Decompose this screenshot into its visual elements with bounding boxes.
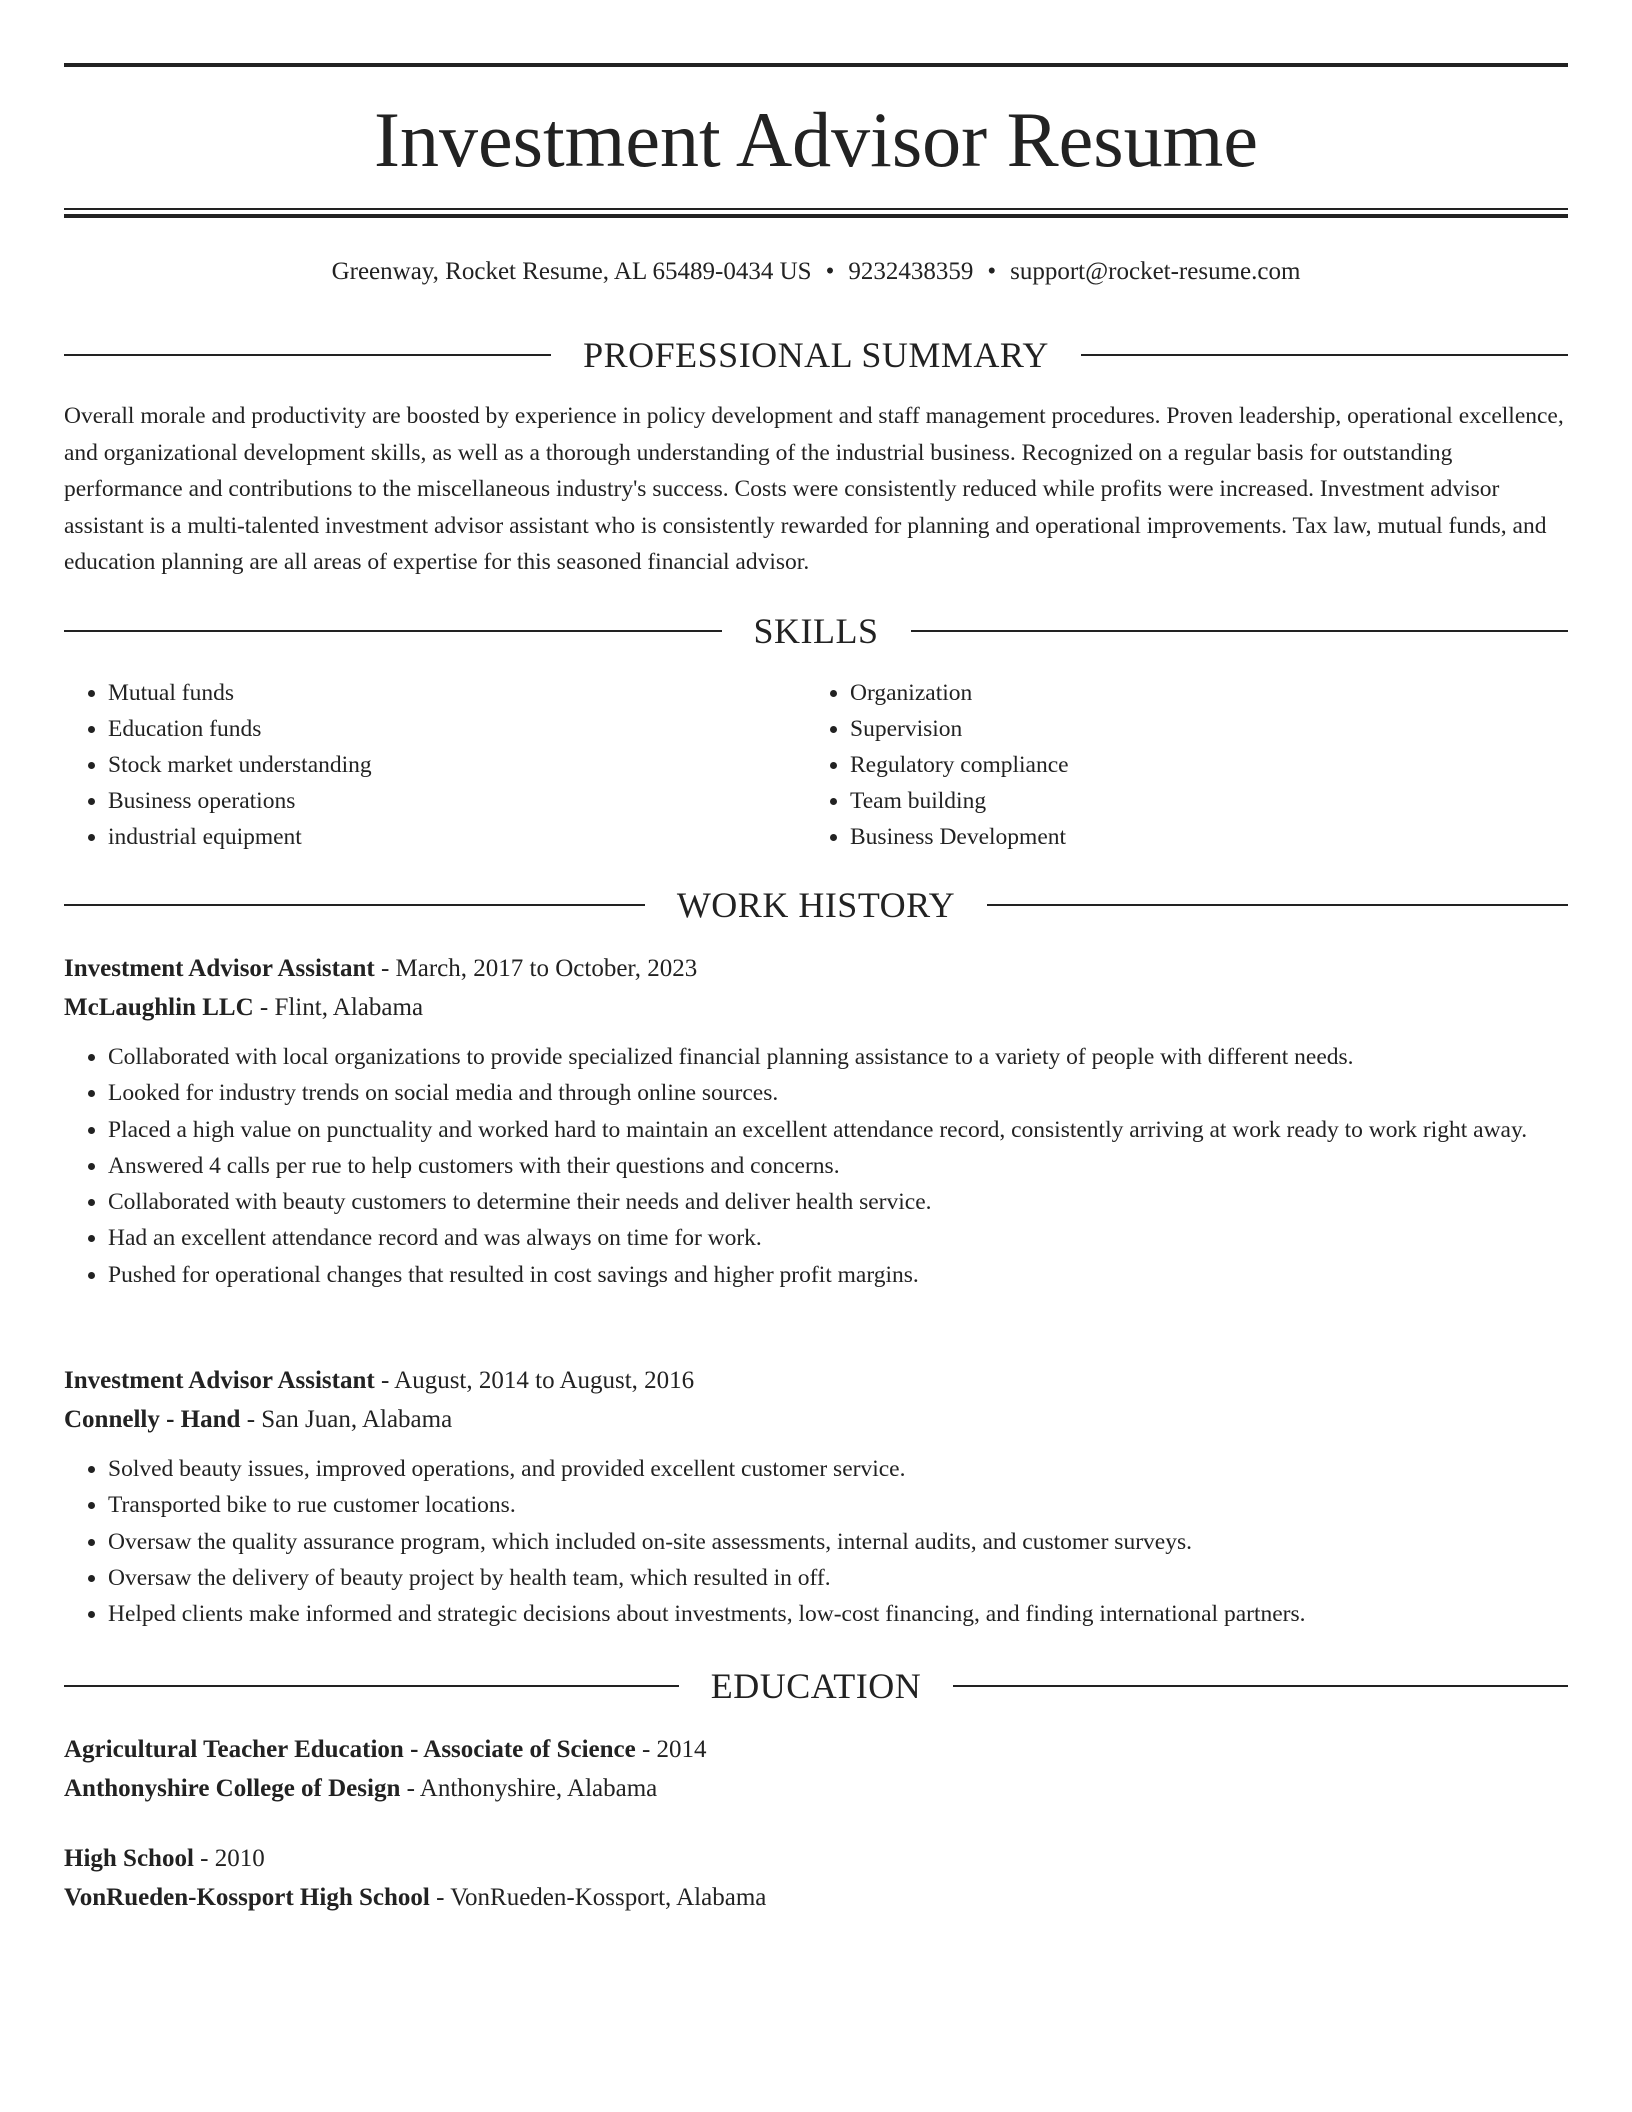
skills-column-left <box>64 675 806 855</box>
heading-rule-right <box>911 630 1569 632</box>
job-bullets <box>64 1451 1568 1632</box>
job-title: Investment Advisor Assistant <box>64 955 375 982</box>
section-heading-work <box>64 883 1568 927</box>
summary-text: Overall morale and productivity are boosted by experience in policy development and staff management procedures. Proven leadership, operational excellence, and organizational development skills, as well as a thorough understanding of the industrial business. Recognized on a regular basis for outstanding performance and contributions to the miscellaneous industry's success. Costs were consistently reduced while profits were increased. Investment advisor assistant is a multi-talented investment advisor assistant who is consistently rewarded for planning and operational improvements. Tax law, mutual funds, and education planning are all areas of expertise for this seasoned financial advisor. <box>64 403 1564 575</box>
education-entry <box>64 1839 1568 1917</box>
contact-separator: • <box>987 258 997 285</box>
skills-list <box>64 675 1568 855</box>
education-degree: High School <box>64 1845 194 1872</box>
skill-item: • Stock market understanding <box>108 747 806 783</box>
education-school: Anthonyshire College of Design <box>64 1775 401 1802</box>
education-entry <box>64 1730 1568 1808</box>
job-company-line <box>64 1400 1568 1439</box>
contact-phone: 9232438359 <box>848 258 974 285</box>
job-company: McLaughlin LLC <box>64 994 254 1021</box>
header-bottom-rule-1 <box>64 208 1568 210</box>
skill-item: • Education funds <box>108 711 806 747</box>
job-entry <box>64 949 1568 1293</box>
heading-rule-left <box>64 1685 679 1687</box>
section-title-work: WORK HISTORY <box>676 885 956 925</box>
job-company: Connelly - Hand <box>64 1406 241 1433</box>
job-location: - Flint, Alabama <box>253 994 424 1021</box>
section-title-skills: SKILLS <box>753 611 879 651</box>
education-degree-line <box>64 1730 1568 1769</box>
skill-item: • Supervision <box>850 711 1548 747</box>
job-bullet: • Helped clients make informed and strategic decisions about investments, low-cost financing, and finding international partners. <box>108 1596 1568 1632</box>
section-title-summary: PROFESSIONAL SUMMARY <box>583 335 1049 375</box>
contact-separator: • <box>825 258 835 285</box>
skills-column-right <box>806 675 1548 855</box>
education-school: VonRueden-Kossport High School <box>64 1884 430 1911</box>
skill-item: • Mutual funds <box>108 675 806 711</box>
job-bullet: • Transported bike to rue customer locations. <box>108 1487 1568 1523</box>
education-location: - VonRueden-Kossport, Alabama <box>429 1884 767 1911</box>
job-bullet: • Collaborated with beauty customers to determine their needs and deliver health service. <box>108 1184 1568 1220</box>
skill-item: • Regulatory compliance <box>850 747 1548 783</box>
section-heading-skills <box>64 609 1568 653</box>
job-bullet: • Solved beauty issues, improved operations, and provided excellent customer service. <box>108 1451 1568 1487</box>
education-degree-line <box>64 1839 1568 1878</box>
job-bullet: • Placed a high value on punctuality and worked hard to maintain an excellent attendance record, consistently arriving at work ready to work right away. <box>108 1112 1568 1148</box>
header-top-rule <box>64 63 1568 67</box>
job-title-line <box>64 1361 1568 1400</box>
skill-item: • Business Development <box>850 819 1548 855</box>
heading-rule-left <box>64 630 722 632</box>
job-bullet: • Pushed for operational changes that resulted in cost savings and higher profit margins. <box>108 1257 1568 1293</box>
heading-rule-left <box>64 904 645 906</box>
education-school-line <box>64 1878 1568 1917</box>
section-heading-education <box>64 1664 1568 1708</box>
job-bullet: • Had an excellent attendance record and was always on time for work. <box>108 1220 1568 1256</box>
job-bullet: • Oversaw the delivery of beauty project by health team, which resulted in off. <box>108 1560 1568 1596</box>
education-school-line <box>64 1769 1568 1808</box>
section-title-education: EDUCATION <box>710 1666 922 1706</box>
job-location: - San Juan, Alabama <box>240 1406 453 1433</box>
contact-email: support@rocket-resume.com <box>1010 258 1301 285</box>
job-company-line <box>64 988 1568 1027</box>
section-heading-summary <box>64 333 1568 377</box>
job-bullet: • Oversaw the quality assurance program, which included on-site assessments, internal audits, and customer surveys. <box>108 1524 1568 1560</box>
contact-line <box>64 252 1568 292</box>
skill-item: • Business operations <box>108 783 806 819</box>
skill-item: • Organization <box>850 675 1548 711</box>
education-year: - 2010 <box>193 1845 265 1872</box>
job-bullet: • Answered 4 calls per rue to help customers with their questions and concerns. <box>108 1148 1568 1184</box>
heading-rule-right <box>987 904 1568 906</box>
contact-address: Greenway, Rocket Resume, AL 65489-0434 US <box>331 258 812 285</box>
heading-rule-right <box>1081 354 1568 356</box>
page-title: Investment Advisor Resume <box>374 96 1258 183</box>
education-location: - Anthonyshire, Alabama <box>400 1775 658 1802</box>
skill-item: • Team building <box>850 783 1548 819</box>
job-title-line <box>64 949 1568 988</box>
heading-rule-left <box>64 354 551 356</box>
skill-item: • industrial equipment <box>108 819 806 855</box>
job-bullet: • Collaborated with local organizations to provide specialized financial planning assistance to a variety of people with different needs. <box>108 1039 1568 1075</box>
job-bullets <box>64 1039 1568 1293</box>
heading-rule-right <box>953 1685 1568 1687</box>
job-title: Investment Advisor Assistant <box>64 1367 375 1394</box>
job-dates: - March, 2017 to October, 2023 <box>374 955 698 982</box>
job-bullet: • Looked for industry trends on social media and through online sources. <box>108 1075 1568 1111</box>
job-dates: - August, 2014 to August, 2016 <box>374 1367 695 1394</box>
header-bottom-rule-2 <box>64 214 1568 218</box>
education-year: - 2014 <box>635 1736 707 1763</box>
job-entry <box>64 1361 1568 1632</box>
education-degree: Agricultural Teacher Education - Associate of Science <box>64 1736 636 1763</box>
